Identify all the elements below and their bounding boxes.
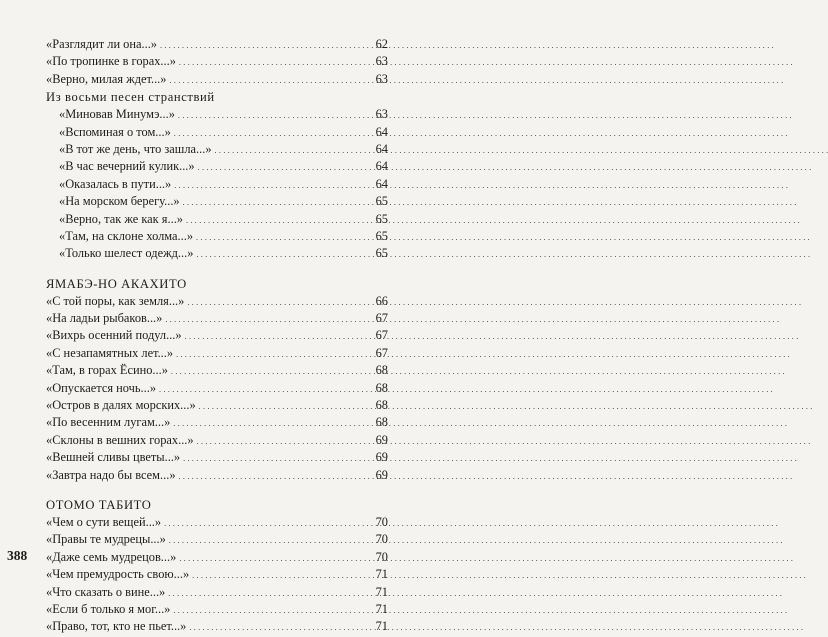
leader-dots <box>159 380 371 398</box>
toc-entry <box>46 345 388 362</box>
leader-dots <box>183 449 371 467</box>
toc-entry <box>46 293 388 310</box>
entry-title: «Вспоминая о том...» <box>59 124 171 139</box>
toc-section <box>46 275 388 484</box>
entry-title: «В час вечерний кулик...» <box>59 159 195 174</box>
entry-title: «Там, на склоне холма...» <box>59 228 194 243</box>
toc-entry <box>46 228 388 245</box>
leader-dots <box>187 293 371 311</box>
leader-dots <box>168 584 371 602</box>
entry-page: 63 <box>375 54 388 69</box>
leader-dots <box>198 158 371 176</box>
toc-entry <box>46 601 388 618</box>
entry-page: 64 <box>375 124 388 139</box>
entry-title: «Верно, так же как я...» <box>59 211 183 226</box>
entry-page: 68 <box>375 363 388 378</box>
entry-page: 65 <box>375 246 388 261</box>
leader-dots <box>199 397 371 415</box>
entry-title: «Только шелест одежд...» <box>59 246 194 261</box>
toc-entry <box>46 53 388 70</box>
leader-dots <box>160 36 371 54</box>
entry-title: «С той поры, как земля...» <box>46 293 185 308</box>
entry-page: 69 <box>375 432 388 447</box>
toc-entry <box>46 211 388 228</box>
leader-dots <box>192 566 371 584</box>
entry-title: «Чем о сути вещей...» <box>46 514 162 529</box>
toc-entry <box>46 158 388 175</box>
entry-title: «С незапамятных лет...» <box>46 345 174 360</box>
entry-page: 65 <box>375 194 388 209</box>
entry-title: «По тропинке в горах...» <box>46 54 176 69</box>
entry-page: 71 <box>375 567 388 582</box>
toc-section <box>46 88 388 263</box>
leader-dots <box>179 53 371 71</box>
entry-page: 69 <box>375 450 388 465</box>
entry-page: 67 <box>375 311 388 326</box>
toc-entry <box>46 584 388 601</box>
toc-section <box>46 496 388 636</box>
entry-title: «Разглядит ли она...» <box>46 37 157 51</box>
entry-page: 70 <box>375 549 388 564</box>
leader-dots <box>196 228 371 246</box>
toc-entry <box>46 467 388 484</box>
entry-title: «Даже семь мудрецов...» <box>46 549 177 564</box>
entry-page: 65 <box>375 228 388 243</box>
leader-dots <box>189 618 371 636</box>
toc-entry <box>46 549 388 566</box>
leader-dots <box>196 245 371 263</box>
toc-entry <box>46 176 388 193</box>
leader-dots <box>179 549 371 567</box>
toc-section <box>46 36 388 88</box>
leader-dots <box>169 531 371 549</box>
entry-page: 68 <box>375 380 388 395</box>
entry-page: 66 <box>375 293 388 308</box>
section-heading: ОТОМО ТАБИТО <box>46 497 152 512</box>
entry-title: «Вихрь осенний подул...» <box>46 328 182 343</box>
leader-dots <box>169 71 371 89</box>
leader-dots <box>178 106 371 124</box>
entry-page: 64 <box>375 176 388 191</box>
leader-dots <box>173 601 371 619</box>
leader-dots <box>173 414 371 432</box>
entry-page: 67 <box>375 345 388 360</box>
leader-dots <box>197 432 371 450</box>
entry-title: «Оказалась в пути...» <box>59 176 172 191</box>
section-heading: Из восьми песен странствий <box>46 90 215 105</box>
leader-dots <box>179 467 371 485</box>
entry-title: «Чем премудрость свою...» <box>46 567 190 582</box>
entry-page: 68 <box>375 398 388 413</box>
entry-page: 71 <box>375 584 388 599</box>
toc-entry <box>46 71 388 88</box>
toc-entry <box>46 514 388 531</box>
toc-entry <box>46 124 388 141</box>
entry-title: «Что сказать о вине...» <box>46 584 166 599</box>
leader-dots <box>165 310 371 328</box>
toc-entry <box>46 531 388 548</box>
entry-title: «По весенним лугам...» <box>46 415 171 430</box>
entry-page: 71 <box>375 619 388 634</box>
toc-entry <box>46 106 388 123</box>
toc-entry <box>46 362 388 379</box>
leader-dots <box>176 345 371 363</box>
leader-dots <box>215 141 371 159</box>
leader-dots <box>186 211 371 229</box>
entry-page: 70 <box>375 532 388 547</box>
entry-title: «Там, в горах Ёсино...» <box>46 363 168 378</box>
section-heading: ЯМАБЭ-НО АКАХИТО <box>46 276 187 291</box>
entry-page: 63 <box>375 107 388 122</box>
entry-page: 64 <box>375 141 388 156</box>
entry-page: 71 <box>375 601 388 616</box>
leader-dots <box>183 193 371 211</box>
leader-dots <box>185 327 371 345</box>
toc-entry <box>46 397 388 414</box>
leader-dots <box>174 176 371 194</box>
entry-title: «В тот же день, что зашла...» <box>59 141 212 156</box>
entry-page: 67 <box>375 328 388 343</box>
entry-page: 68 <box>375 415 388 430</box>
entry-page: 65 <box>375 211 388 226</box>
leader-dots <box>174 124 371 142</box>
entry-title: «На ладьи рыбаков...» <box>46 311 163 326</box>
toc-entry <box>46 380 388 397</box>
toc-entry <box>46 310 388 327</box>
toc-entry <box>46 327 388 344</box>
entry-page: 62 <box>375 37 388 51</box>
toc-entry <box>46 36 388 53</box>
toc-entry <box>46 193 388 210</box>
entry-page: 69 <box>375 467 388 482</box>
entry-title: «Склоны в вешних горах...» <box>46 432 194 447</box>
leader-dots <box>164 514 371 532</box>
leader-dots <box>171 362 371 380</box>
entry-title: «Право, тот, кто не пьет...» <box>46 619 187 634</box>
entry-title: «Остров в далях морских...» <box>46 398 196 413</box>
toc-entry <box>46 449 388 466</box>
entry-title: «Верно, милая ждет...» <box>46 71 167 86</box>
toc-entry <box>46 566 388 583</box>
entry-page: 63 <box>375 71 388 86</box>
entry-title: «Опускается ночь...» <box>46 380 157 395</box>
table-of-contents <box>46 36 388 636</box>
entry-title: «Вешней сливы цветы...» <box>46 450 181 465</box>
entry-title: «Если б только я мог...» <box>46 601 171 616</box>
toc-entry <box>46 141 388 158</box>
entry-title: «Правы те мудрецы...» <box>46 532 166 547</box>
toc-entry <box>46 432 388 449</box>
toc-entry <box>46 414 388 431</box>
toc-entry <box>46 245 388 262</box>
entry-page: 64 <box>375 159 388 174</box>
toc-entry <box>46 618 388 635</box>
entry-title: «На морском берегу...» <box>59 194 180 209</box>
entry-title: «Миновав Минумэ...» <box>59 107 175 122</box>
page-number: 388 <box>7 548 28 563</box>
entry-page: 70 <box>375 514 388 529</box>
entry-title: «Завтра надо бы всем...» <box>46 467 176 482</box>
